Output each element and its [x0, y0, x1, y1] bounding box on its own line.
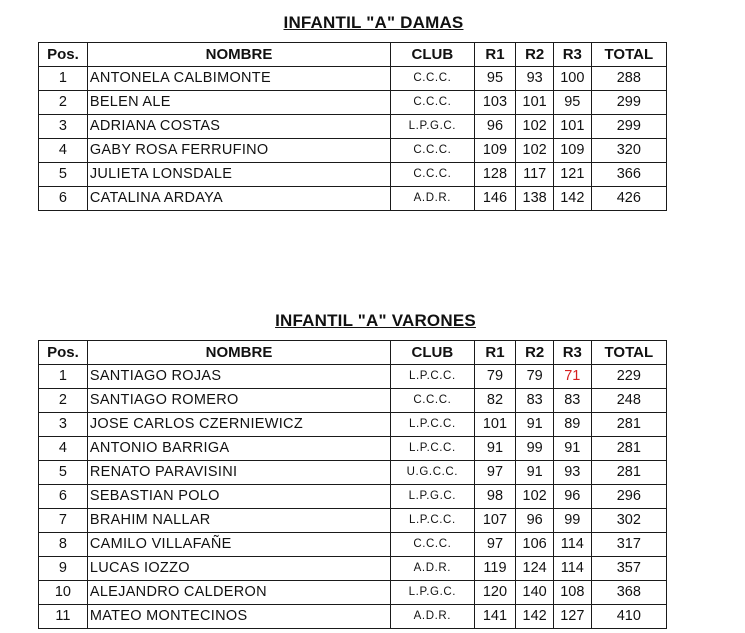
cell-total: 296 [591, 485, 666, 509]
cell-club: L.P.C.C. [391, 509, 474, 533]
cell-r3: 83 [553, 389, 591, 413]
table-body-varones [39, 365, 667, 629]
cell-r3: 101 [553, 115, 591, 139]
cell-club: L.P.C.C. [391, 365, 474, 389]
table-row [39, 437, 667, 461]
cell-r2: 142 [516, 605, 554, 629]
cell-name: CATALINA ARDAYA [87, 187, 390, 211]
cell-club: C.C.C. [391, 91, 474, 115]
cell-name: SANTIAGO ROJAS [87, 365, 390, 389]
cell-r1: 103 [474, 91, 516, 115]
cell-r1: 107 [474, 509, 516, 533]
cell-r1: 96 [474, 115, 516, 139]
cell-r2: 138 [516, 187, 554, 211]
cell-name: RENATO PARAVISINI [87, 461, 390, 485]
header-club: CLUB [391, 341, 474, 365]
cell-total: 426 [591, 187, 666, 211]
cell-r2: 99 [516, 437, 554, 461]
cell-pos: 7 [39, 509, 88, 533]
cell-r2: 140 [516, 581, 554, 605]
cell-pos: 4 [39, 139, 88, 163]
cell-pos: 8 [39, 533, 88, 557]
cell-total: 248 [591, 389, 666, 413]
cell-r1: 98 [474, 485, 516, 509]
table-body-damas [39, 67, 667, 211]
cell-club: L.P.C.C. [391, 413, 474, 437]
cell-r2: 102 [516, 485, 554, 509]
cell-pos: 6 [39, 187, 88, 211]
table-row [39, 163, 667, 187]
cell-pos: 6 [39, 485, 88, 509]
cell-pos: 10 [39, 581, 88, 605]
cell-total: 299 [591, 115, 666, 139]
cell-name: CAMILO VILLAFAÑE [87, 533, 390, 557]
cell-total: 302 [591, 509, 666, 533]
cell-club: L.P.C.C. [391, 437, 474, 461]
header-total: TOTAL [591, 341, 666, 365]
cell-name: ANTONELA CALBIMONTE [87, 67, 390, 91]
cell-total: 410 [591, 605, 666, 629]
cell-total: 288 [591, 67, 666, 91]
cell-total: 366 [591, 163, 666, 187]
cell-r1: 109 [474, 139, 516, 163]
cell-club: C.C.C. [391, 163, 474, 187]
header-club: CLUB [391, 43, 474, 67]
cell-club: L.P.G.C. [391, 485, 474, 509]
cell-r2: 83 [516, 389, 554, 413]
cell-club: U.G.C.C. [391, 461, 474, 485]
results-table-damas [38, 42, 667, 211]
cell-club: C.C.C. [391, 139, 474, 163]
cell-name: BRAHIM NALLAR [87, 509, 390, 533]
cell-club: C.C.C. [391, 533, 474, 557]
cell-r3: 108 [553, 581, 591, 605]
cell-total: 281 [591, 437, 666, 461]
results-table-varones [38, 340, 667, 629]
cell-r2: 93 [516, 67, 554, 91]
cell-total: 320 [591, 139, 666, 163]
cell-r3: 114 [553, 557, 591, 581]
cell-name: ANTONIO BARRIGA [87, 437, 390, 461]
cell-r3: 114 [553, 533, 591, 557]
cell-name: GABY ROSA FERRUFINO [87, 139, 390, 163]
cell-r2: 96 [516, 509, 554, 533]
cell-pos: 9 [39, 557, 88, 581]
table-row [39, 509, 667, 533]
cell-name: SANTIAGO ROMERO [87, 389, 390, 413]
cell-r3: 89 [553, 413, 591, 437]
cell-r2: 91 [516, 461, 554, 485]
header-row [39, 341, 667, 365]
table-row [39, 533, 667, 557]
cell-name: MATEO MONTECINOS [87, 605, 390, 629]
cell-pos: 11 [39, 605, 88, 629]
cell-name: LUCAS IOZZO [87, 557, 390, 581]
cell-r3: 100 [553, 67, 591, 91]
cell-club: C.C.C. [391, 67, 474, 91]
header-pos: Pos. [39, 43, 88, 67]
cell-r1: 146 [474, 187, 516, 211]
cell-total: 299 [591, 91, 666, 115]
cell-r1: 97 [474, 461, 516, 485]
cell-r2: 101 [516, 91, 554, 115]
cell-name: JULIETA LONSDALE [87, 163, 390, 187]
cell-r3: 91 [553, 437, 591, 461]
table-row [39, 365, 667, 389]
cell-r1: 91 [474, 437, 516, 461]
cell-r3: 142 [553, 187, 591, 211]
cell-r3: 93 [553, 461, 591, 485]
header-total: TOTAL [591, 43, 666, 67]
cell-r1: 79 [474, 365, 516, 389]
cell-name: JOSE CARLOS CZERNIEWICZ [87, 413, 390, 437]
table-row [39, 557, 667, 581]
cell-r2: 102 [516, 139, 554, 163]
cell-r3: 96 [553, 485, 591, 509]
cell-r1: 120 [474, 581, 516, 605]
cell-club: A.D.R. [391, 605, 474, 629]
table-row [39, 67, 667, 91]
cell-total: 229 [591, 365, 666, 389]
cell-r1: 82 [474, 389, 516, 413]
header-r2: R2 [516, 43, 554, 67]
cell-r2: 124 [516, 557, 554, 581]
cell-total: 281 [591, 413, 666, 437]
cell-total: 317 [591, 533, 666, 557]
table-row [39, 485, 667, 509]
section-title-varones: INFANTIL "A" VARONES [275, 311, 476, 330]
cell-pos: 1 [39, 67, 88, 91]
cell-club: A.D.R. [391, 187, 474, 211]
header-row [39, 43, 667, 67]
table-row [39, 91, 667, 115]
section-title-damas: INFANTIL "A" DAMAS [283, 13, 464, 32]
header-r1: R1 [474, 43, 516, 67]
cell-pos: 3 [39, 115, 88, 139]
cell-r1: 128 [474, 163, 516, 187]
table-row [39, 605, 667, 629]
cell-r3: 121 [553, 163, 591, 187]
cell-name: ALEJANDRO CALDERON [87, 581, 390, 605]
cell-r1: 141 [474, 605, 516, 629]
table-row [39, 413, 667, 437]
cell-pos: 2 [39, 389, 88, 413]
table-row [39, 389, 667, 413]
cell-total: 281 [591, 461, 666, 485]
cell-r2: 117 [516, 163, 554, 187]
cell-r2: 106 [516, 533, 554, 557]
cell-r3: 109 [553, 139, 591, 163]
cell-r2: 79 [516, 365, 554, 389]
header-r3: R3 [553, 43, 591, 67]
cell-r1: 101 [474, 413, 516, 437]
header-r3: R3 [553, 341, 591, 365]
cell-r1: 97 [474, 533, 516, 557]
header-r1: R1 [474, 341, 516, 365]
cell-club: L.P.G.C. [391, 115, 474, 139]
table-row [39, 187, 667, 211]
header-name: NOMBRE [87, 341, 390, 365]
cell-pos: 3 [39, 413, 88, 437]
header-pos: Pos. [39, 341, 88, 365]
table-row [39, 139, 667, 163]
table-row [39, 581, 667, 605]
cell-r3: 127 [553, 605, 591, 629]
cell-pos: 5 [39, 163, 88, 187]
cell-name: SEBASTIAN POLO [87, 485, 390, 509]
cell-r3: 99 [553, 509, 591, 533]
header-r2: R2 [516, 341, 554, 365]
cell-club: A.D.R. [391, 557, 474, 581]
cell-total: 357 [591, 557, 666, 581]
cell-r1: 95 [474, 67, 516, 91]
cell-r3: 71 [553, 365, 591, 389]
cell-name: BELEN ALE [87, 91, 390, 115]
cell-r2: 91 [516, 413, 554, 437]
cell-pos: 4 [39, 437, 88, 461]
cell-total: 368 [591, 581, 666, 605]
cell-club: L.P.G.C. [391, 581, 474, 605]
cell-name: ADRIANA COSTAS [87, 115, 390, 139]
cell-pos: 1 [39, 365, 88, 389]
cell-r1: 119 [474, 557, 516, 581]
cell-pos: 5 [39, 461, 88, 485]
cell-r2: 102 [516, 115, 554, 139]
cell-pos: 2 [39, 91, 88, 115]
table-row [39, 115, 667, 139]
cell-club: C.C.C. [391, 389, 474, 413]
table-row [39, 461, 667, 485]
header-name: NOMBRE [87, 43, 390, 67]
cell-r3: 95 [553, 91, 591, 115]
